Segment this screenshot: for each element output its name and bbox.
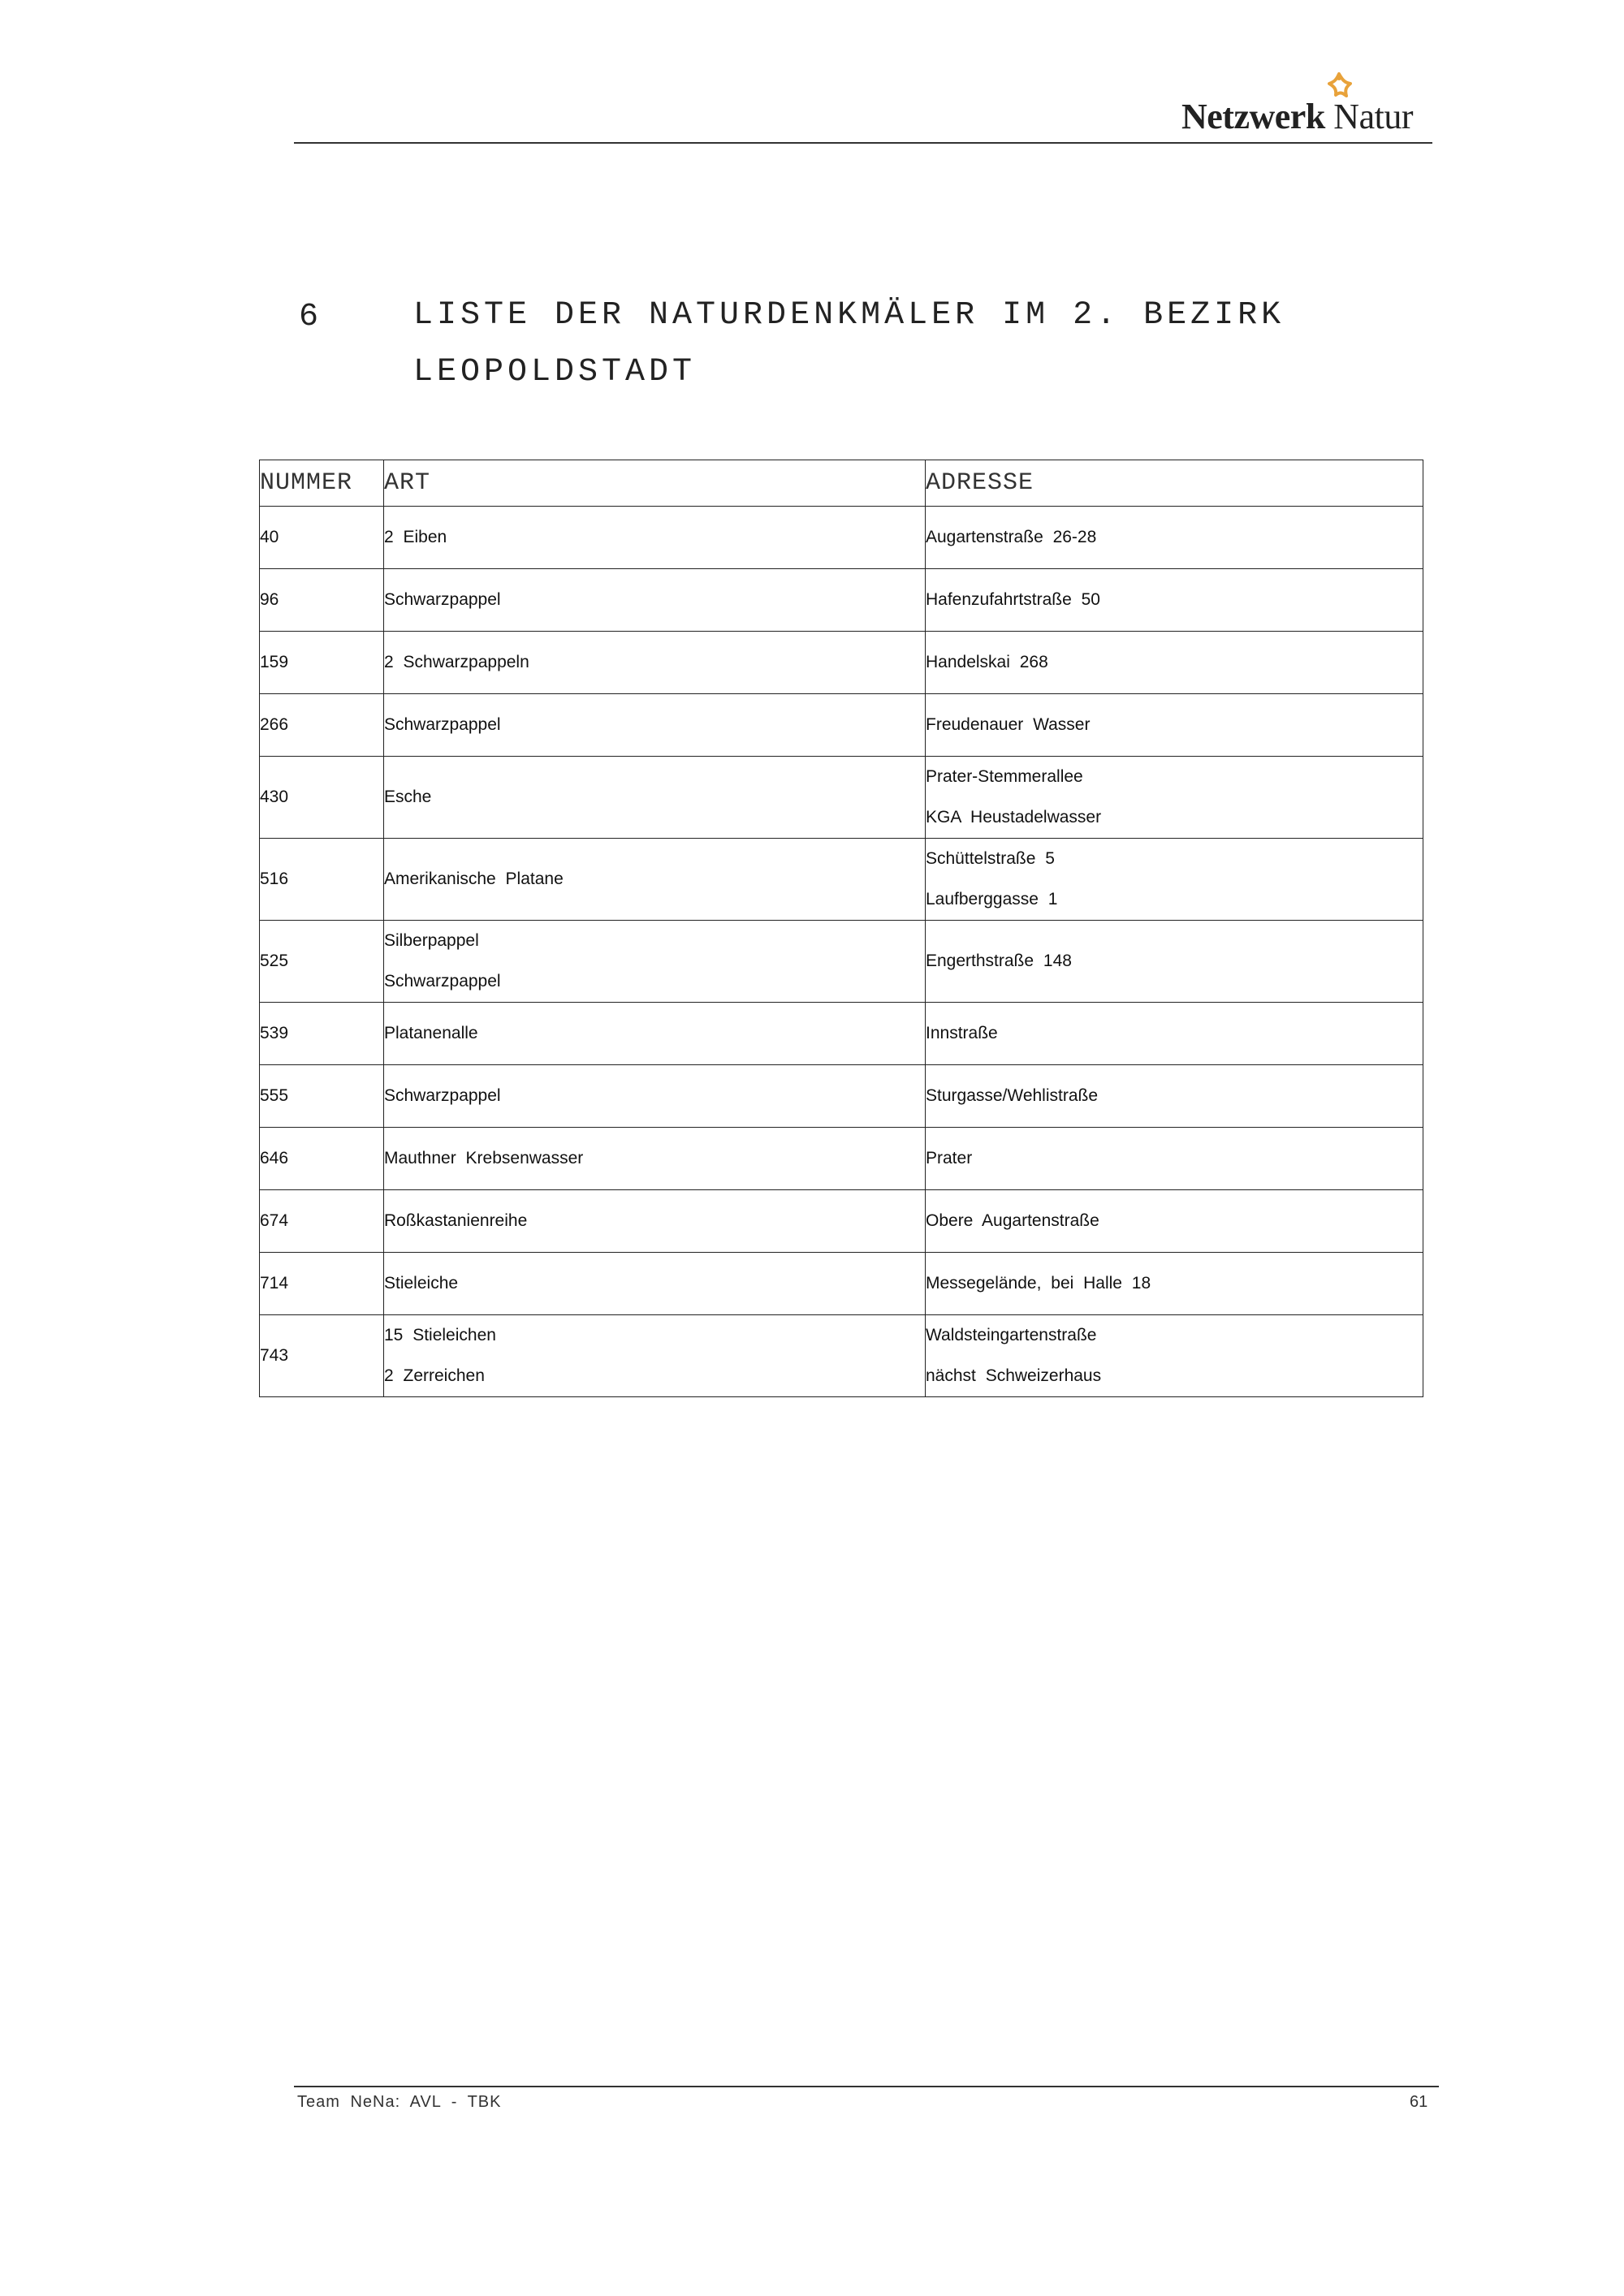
cell-adresse [926,569,1423,632]
cell-adresse-line: Laufberggasse 1 [926,890,1058,908]
section-title-line-1: LISTE DER NATURDENKMÄLER IM 2. BEZIRK [413,297,1285,334]
page-number: 61 [1410,2093,1428,2111]
cell-art [384,1128,926,1190]
cell-adresse-line: Augartenstraße 26-28 [926,528,1097,546]
cell-adresse [926,1190,1423,1253]
logo-word-natur: Natur [1333,97,1413,136]
cell-art-line: 2 Zerreichen [384,1366,485,1385]
cell-nummer: 96 [260,569,384,632]
table-row [260,1315,1423,1397]
cell-adresse [926,921,1423,1003]
table-body [260,507,1423,1397]
section-number: 6 [299,299,322,335]
logo-wordmark [1181,96,1413,137]
cell-adresse-line: KGA Heustadelwasser [926,808,1102,826]
cell-art-line: Schwarzpappel [384,972,501,990]
footer-divider [294,2086,1439,2087]
cell-art [384,569,926,632]
cell-nummer: 646 [260,1128,384,1190]
cell-art-line: Stieleiche [384,1274,459,1293]
naturdenkmaeler-table [259,460,1423,1397]
cell-nummer: 525 [260,921,384,1003]
table-row [260,569,1423,632]
section-title [413,287,1347,401]
column-header-adresse: ADRESSE [926,460,1423,507]
cell-adresse [926,632,1423,694]
table-row [260,921,1423,1003]
cell-art [384,1003,926,1065]
cell-art [384,921,926,1003]
cell-adresse-line: Sturgasse/Wehlistraße [926,1086,1099,1105]
cell-art-line: 15 Stieleichen [384,1326,496,1344]
cell-adresse-line: Prater [926,1149,973,1167]
cell-art-line: Platanenalle [384,1024,478,1042]
cell-adresse-line: Engerthstraße 148 [926,952,1072,970]
cell-adresse [926,507,1423,569]
header-divider [294,142,1432,144]
table-row [260,507,1423,569]
cell-art [384,694,926,757]
cell-art-line: Schwarzpappel [384,590,501,609]
netzwerk-natur-logo [1181,71,1441,141]
column-header-nummer: NUMMER [260,460,384,507]
cell-nummer: 266 [260,694,384,757]
cell-adresse-line: Prater-Stemmerallee [926,767,1083,786]
cell-art [384,1190,926,1253]
cell-adresse-line: Freudenauer Wasser [926,715,1091,734]
cell-nummer: 714 [260,1253,384,1315]
table-row [260,1190,1423,1253]
cell-nummer: 159 [260,632,384,694]
table-header-row [260,460,1423,507]
cell-adresse [926,1003,1423,1065]
cell-nummer: 516 [260,839,384,921]
cell-art [384,632,926,694]
cell-adresse [926,1128,1423,1190]
table-row [260,839,1423,921]
section-title-line-2: LEOPOLDSTADT [413,354,697,391]
cell-adresse-line: Hafenzufahrtstraße 50 [926,590,1100,609]
cell-art-line: 2 Eiben [384,528,447,546]
cell-art-line: Roßkastanienreihe [384,1211,528,1230]
table-row [260,632,1423,694]
cell-nummer: 555 [260,1065,384,1128]
cell-art [384,839,926,921]
cell-adresse-line: Innstraße [926,1024,998,1042]
footer-team: Team NeNa: AVL - TBK [297,2093,502,2111]
cell-art-line: Silberpappel [384,931,479,950]
cell-adresse [926,1065,1423,1128]
cell-nummer: 743 [260,1315,384,1397]
cell-art [384,757,926,839]
cell-adresse [926,694,1423,757]
table-row [260,1065,1423,1128]
cell-nummer: 539 [260,1003,384,1065]
table-row [260,757,1423,839]
cell-adresse-line: Waldsteingartenstraße [926,1326,1097,1344]
cell-nummer: 430 [260,757,384,839]
cell-art-line: Esche [384,788,432,806]
cell-adresse [926,1315,1423,1397]
cell-adresse-line: nächst Schweizerhaus [926,1366,1102,1385]
table-row [260,694,1423,757]
cell-nummer: 40 [260,507,384,569]
table-row [260,1253,1423,1315]
cell-nummer: 674 [260,1190,384,1253]
cell-adresse [926,839,1423,921]
cell-adresse [926,1253,1423,1315]
cell-art-line: Schwarzpappel [384,715,501,734]
cell-art [384,1065,926,1128]
table-row [260,1003,1423,1065]
cell-art-line: Schwarzpappel [384,1086,501,1105]
cell-adresse [926,757,1423,839]
column-header-art: ART [384,460,926,507]
cell-adresse-line: Schüttelstraße 5 [926,849,1055,868]
table-row [260,1128,1423,1190]
cell-art-line: Mauthner Krebsenwasser [384,1149,584,1167]
cell-art [384,1315,926,1397]
cell-adresse-line: Messegelände, bei Halle 18 [926,1274,1151,1293]
cell-adresse-line: Handelskai 268 [926,653,1048,671]
cell-art-line: Amerikanische Platane [384,870,564,888]
cell-art [384,1253,926,1315]
logo-word-netzwerk: Netzwerk [1181,97,1325,136]
cell-art [384,507,926,569]
cell-adresse-line: Obere Augartenstraße [926,1211,1099,1230]
cell-art-line: 2 Schwarzpappeln [384,653,529,671]
